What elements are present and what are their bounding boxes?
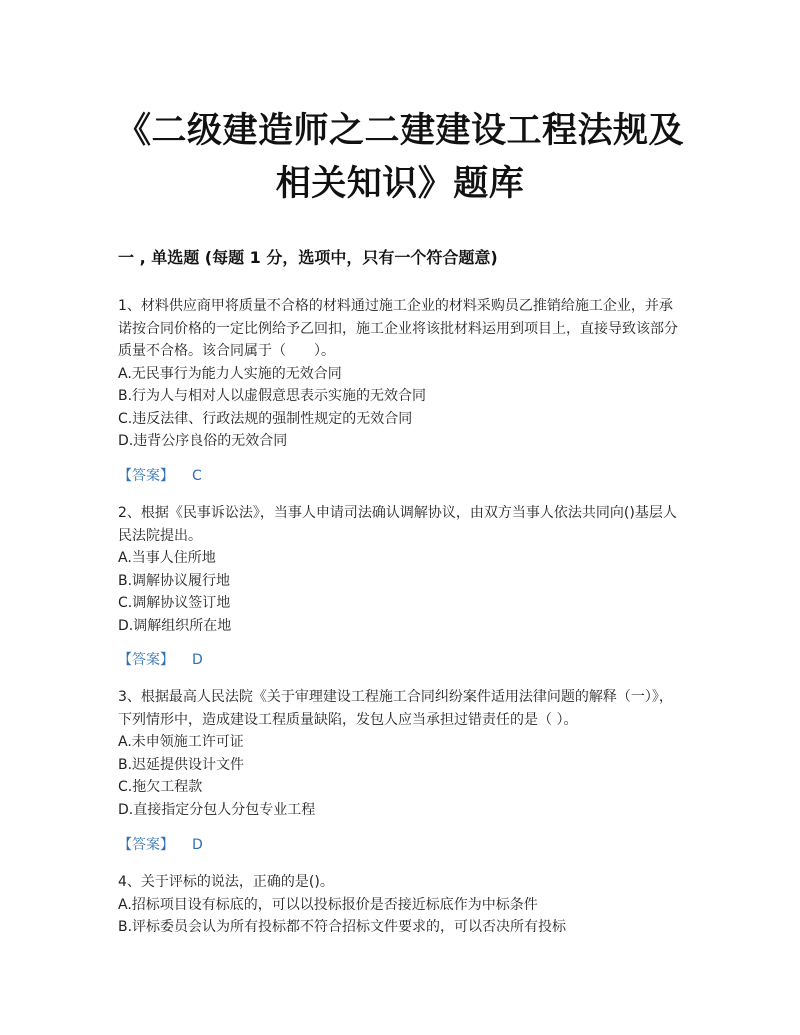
answer-letter: D — [192, 837, 203, 853]
question-option-c: C.拖欠工程款 — [118, 779, 203, 795]
question-option-a: A.未申领施工许可证 — [118, 734, 244, 750]
question-option-a: A.招标项目设有标底的，可以以投标报价是否接近标底作为中标条件 — [118, 896, 538, 913]
question-option-c: C.违反法律、行政法规的强制性规定的无效合同 — [118, 410, 413, 427]
answer-letter: D — [192, 652, 203, 668]
question-option-b: B.评标委员会认为所有投标都不符合招标文件要求的，可以否决所有投标 — [118, 919, 567, 935]
question-stem: 4、关于评标的说法，正确的是()。 — [118, 874, 334, 890]
question-4 — [118, 871, 684, 939]
question-option-b: B.行为人与相对人以虚假意思表示实施的无效合同 — [118, 388, 427, 404]
answer-label: 【答案】 — [118, 468, 174, 484]
answer-1 — [118, 465, 202, 487]
answer-label: 【答案】 — [118, 837, 174, 853]
section-heading: 一 , 单选题 (每题 1 分，选项中，只有一个符合题意) — [118, 248, 498, 267]
question-option-b: B.调解协议履行地 — [118, 572, 231, 589]
question-stem: 3、根据最高人民法院《关于审理建设工程施工合同纠纷案件适用法律问题的解释（一）》，下列情形中，造成建设工程质量缺陷，发包人应当承担过错责任的是（ ）。 — [118, 689, 673, 728]
question-stem: 1、材料供应商甲将质量不合格的材料通过施工企业的材料采购员乙推销给施工企业，并承诺按合同价格的一定比例给予乙回扣，施工企业将该批材料运用到项目上，直接导致该部分质量不合格。该合同属于（ ）。 — [118, 298, 678, 359]
answer-letter: C — [192, 468, 202, 484]
document-title-line-1: 《二级建造师之二建建设工程法规及 — [115, 111, 684, 151]
question-option-b: B.迟延提供设计文件 — [118, 756, 245, 773]
answer-2 — [118, 649, 203, 671]
question-2 — [118, 502, 684, 637]
question-option-d: D.违背公序良俗的无效合同 — [118, 433, 288, 449]
question-option-a: A.无民事行为能力人实施的无效合同 — [118, 365, 342, 382]
question-3 — [118, 686, 684, 821]
question-option-c: C.调解协议签订地 — [118, 595, 231, 611]
document-title-line-2: 相关知识》题库 — [275, 164, 525, 204]
answer-3 — [118, 834, 203, 856]
question-stem: 2、根据《民事诉讼法》，当事人申请司法确认调解协议，由双方当事人依法共同向()基层人民法院提出。 — [118, 505, 677, 544]
question-1 — [118, 295, 684, 453]
question-option-d: D.直接指定分包人分包专业工程 — [118, 801, 316, 818]
answer-label: 【答案】 — [118, 652, 174, 668]
question-option-d: D.调解组织所在地 — [118, 617, 232, 634]
question-option-a: A.当事人住所地 — [118, 550, 216, 566]
